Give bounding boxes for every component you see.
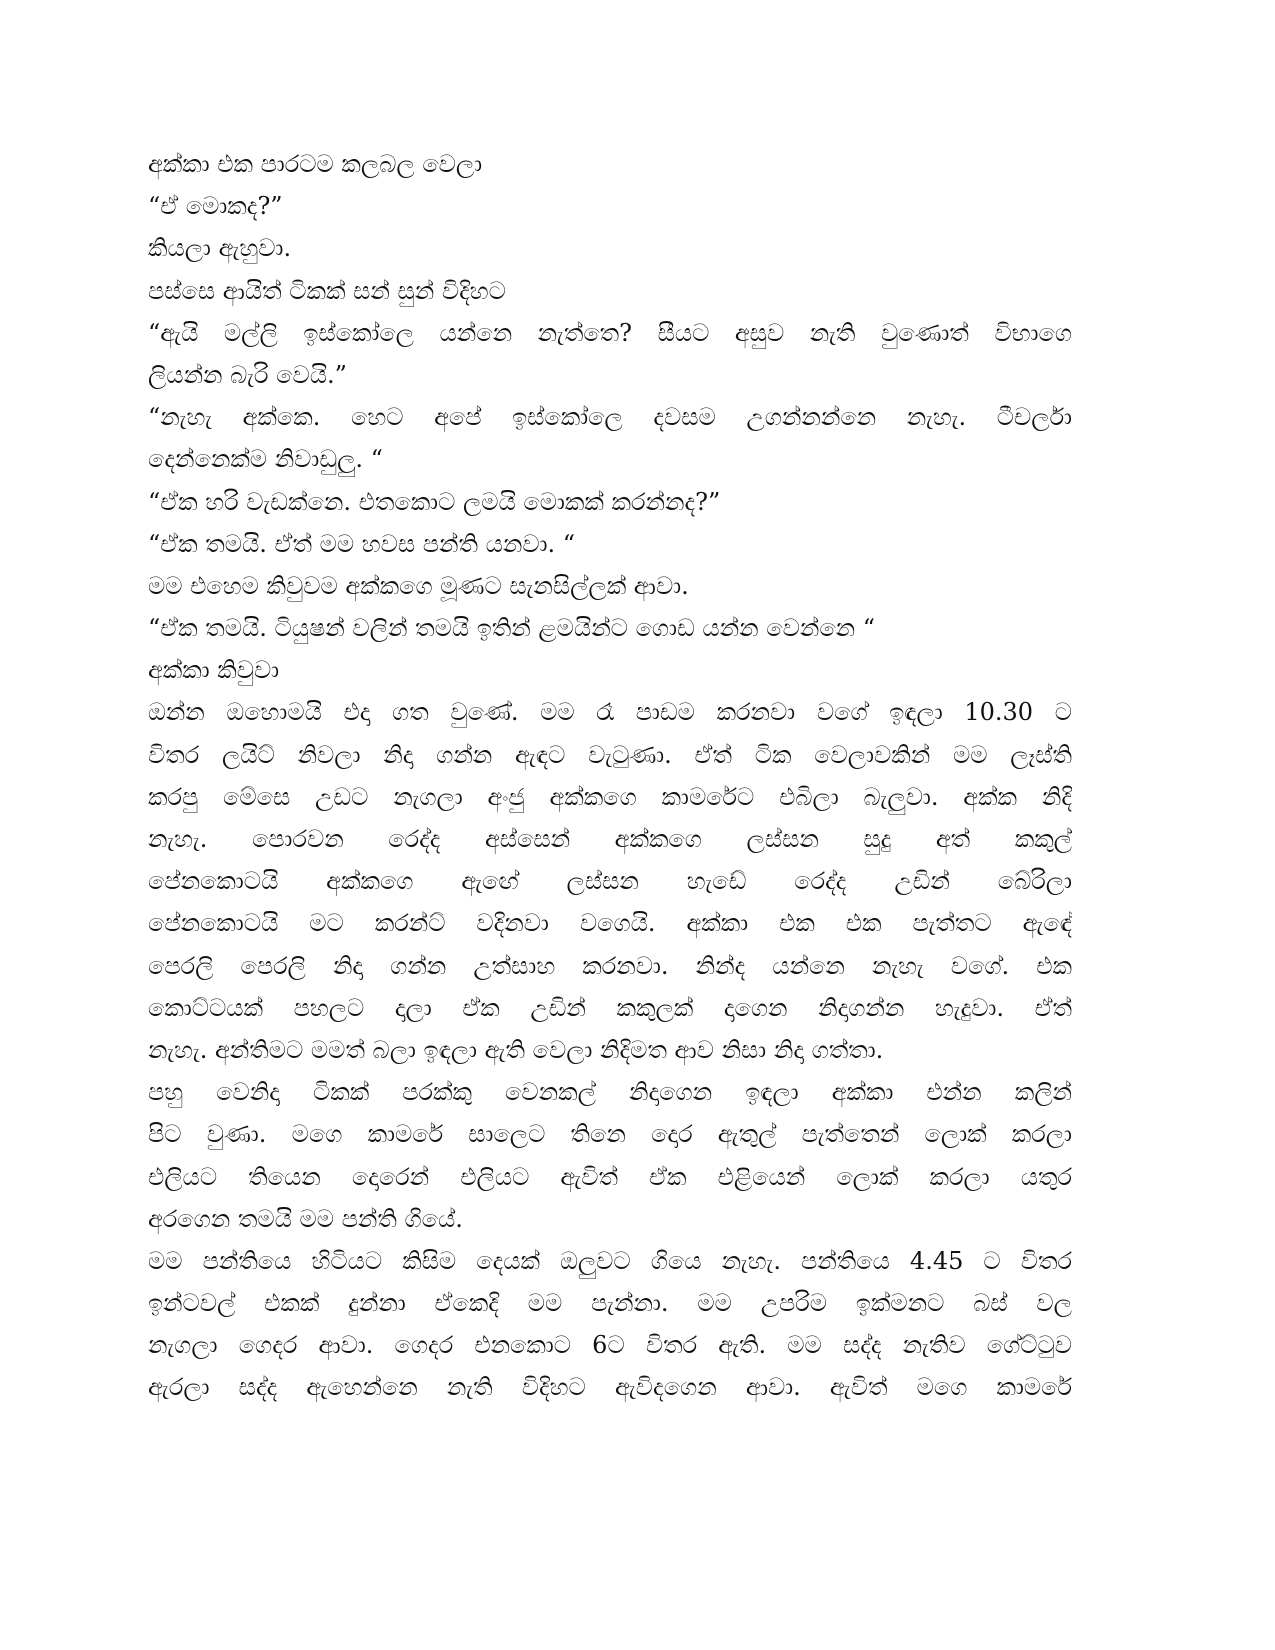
text-line: අරගෙන තමයි මම පන්ති ගියේ. <box>148 1204 463 1233</box>
text-line: ඉන්ටවල් එකක් දුන්නා ඒකෙදි මම පැන්නා. මම උපරිම ඉක්මනට බස් වල <box>148 1289 1072 1318</box>
text-line: අක්කා කිවුවා <box>148 656 280 685</box>
text-line: පහු වෙනිදා ටිකක් පරක්කු වෙනකල් නිදාගෙන ඉඳලා අක්කා එන්න කලින් <box>148 1078 1072 1107</box>
text-line: “ඇයි මල්ලි ඉස්කෝලෙ යන්නෙ නැත්තෙ? සීයට අසුව නැති වුණොත් විභාගෙ <box>148 318 1072 347</box>
text-line: “ඒක තමයි. ඒත් මම හවස පන්ති යනවා. “ <box>148 529 576 558</box>
text-line: පෙරලි පෙරලි නිදා ගන්න උත්සාහ කරනවා. නින්ද යන්නෙ නැහැ වගේ. එක <box>148 951 1072 980</box>
text-line: පිට වුණා. මගෙ කාමරේ සාලෙට තිනෙ දොර ඇතුල් පැත්තෙන් ලොක් කරලා <box>148 1120 1072 1149</box>
text-line: කරපු මේසෙ උඩට නැගලා අංජු අක්කගෙ කාමරේට එබිලා බැලුවා. අක්ක නිදි <box>148 782 1072 811</box>
text-line: “ඒ මොකද?” <box>148 192 283 221</box>
text-line: නැහැ. පොරවන රෙද්ද අස්සෙන් අක්කගෙ ලස්සන සුදු අත් කකුල් <box>148 825 1072 853</box>
text-line: නැහැ. අන්තිමට මමත් බලා ඉඳලා ඇති වෙලා නිදිමත ආව නිසා නිදා ගත්තා. <box>148 1035 884 1064</box>
text-line: මම පන්තියෙ හිටියට කිසිම දෙයක් ඔලුවට ගියෙ නැහැ. පන්තියෙ 4.45 ට විතර <box>148 1246 1072 1275</box>
text-line: නැගලා ගෙදර ආවා. ගෙදර එනකොට 6ට විතර ඇති. මම සද්ද නැතිව ගේට්ටුව <box>148 1331 1072 1360</box>
text-line: ඇරලා සද්ද ඇහෙන්නෙ නැති විදිහට ඇවිදගෙන ආවා. ඇවිත් මගෙ කාමරේ <box>148 1373 1072 1402</box>
text-line: විතර ලයිට් නිවලා නිදා ගන්න ඇඳට වැටුණා. ඒත් ටික වෙලාවකින් මම ලෑස්ති <box>148 740 1072 769</box>
text-line: පේනකොටයි මට කරන්ට් වදිනවා වගෙයි. අක්කා එක එක පැත්තට ඇඳේ <box>148 909 1072 938</box>
text-line: කොට්ටයක් පහලට දාලා ඒක උඩින් කකුලක් දාගෙන නිදාගන්න හැදුවා. ඒත් <box>148 993 1072 1022</box>
text-line: “ඒක තමයි. ටියුෂන් වලින් තමයි ඉතින් ළමයින්ට ගොඩ යන්න වෙන්නෙ “ <box>148 614 876 643</box>
text-line: මම එහෙම කිවුවම අක්කගෙ මූණට සැනසිල්ලක් ආවා. <box>148 571 689 600</box>
text-line: ලියන්න බැරි වෙයි.” <box>148 360 347 389</box>
text-line: එලියට තියෙන දොරෙන් එලියට ඇවිත් ඒක එළියෙන් ලොක් කරලා යතුර <box>148 1162 1072 1191</box>
text-line: “ඒක හරි වැඩක්නෙ. එතකොට ලමයි මොකක් කරන්නද?” <box>148 487 721 516</box>
text-line: පේනකොටයි අක්කගෙ ඇඟේ ලස්සන හැඩේ රෙද්ද උඩින් බේරිලා <box>148 867 1072 896</box>
text-line: අක්කා එක පාරටම කලබල වෙලා <box>148 150 483 178</box>
document-page <box>148 143 1072 1409</box>
text-line: දෙන්නෙක්ම නිවාඩුලු. “ <box>148 445 383 474</box>
text-line: කියලා ඇහුවා. <box>148 234 292 263</box>
text-line: පස්සෙ ආයිත් ටිකක් සන් සුන් විදිහට <box>148 276 506 305</box>
text-line: “නැහැ අක්කෙ. හෙට අපේ ඉස්කෝලෙ දවසම උගන්නන්නෙ නැහැ. ටීචර්ලා <box>148 403 1072 432</box>
text-line: ඔන්න ඔහොමයි එදා ගත වුණේ. මම රෑ පාඩම කරනවා වගේ ඉඳලා 10.30 ට <box>148 698 1072 727</box>
